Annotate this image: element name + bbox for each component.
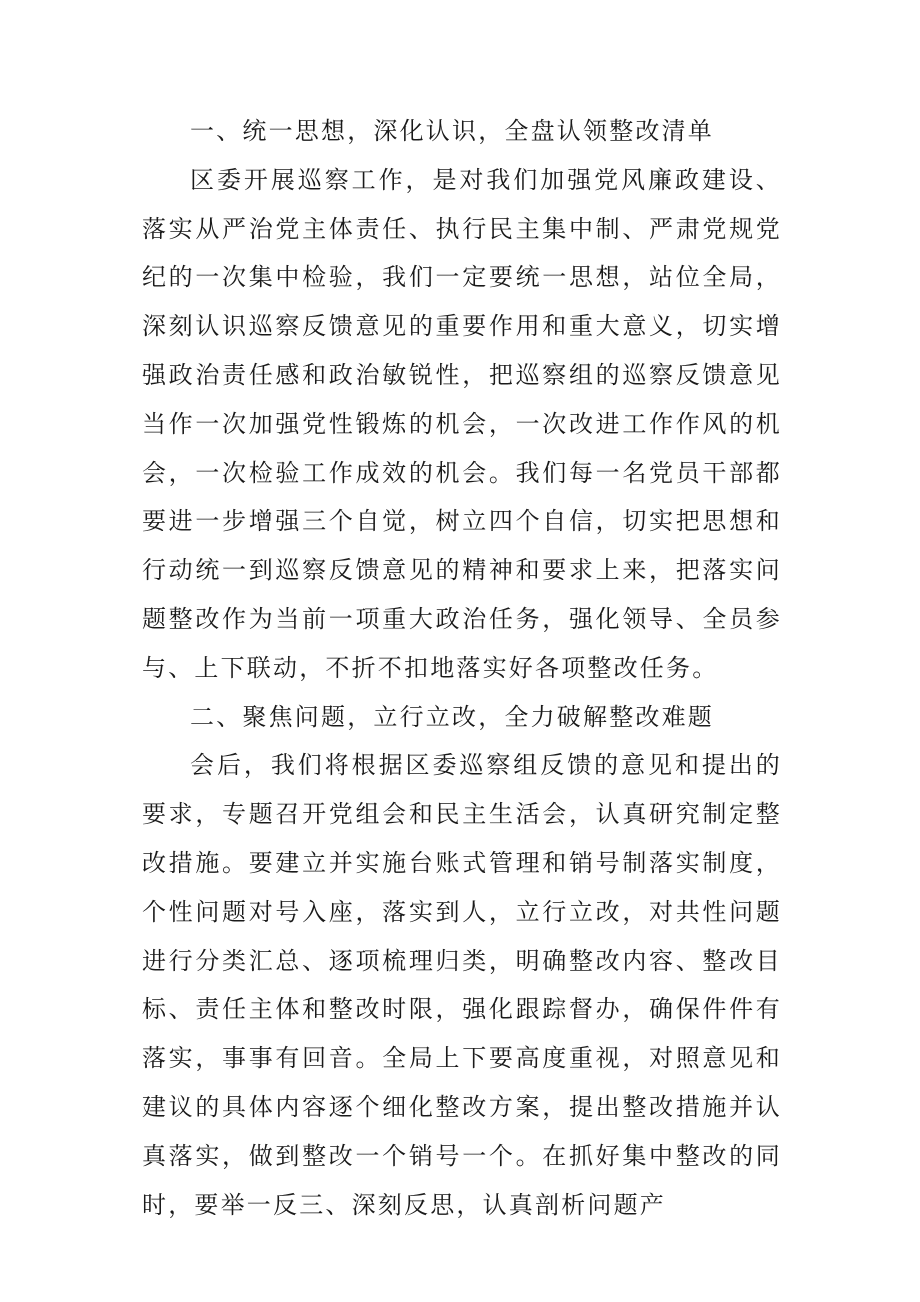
- section-1-heading: 一、统一思想，深化认识，全盘认领整改清单: [190, 117, 714, 145]
- document-body: [142, 107, 782, 1229]
- section-2-heading: 二、聚焦问题，立行立改，全力破解整改难题: [190, 702, 714, 731]
- section-1-paragraph: 区委开展巡察工作，是对我们加强党风廉政建设、落实从严治党主体责任、执行民主集中制、严肃党规党纪的一次集中检验，我们一定要统一思想，站位全局，深刻认识巡察反馈意见的重要作用和重大意义，切实增强政治责任感和政治敏锐性，把巡察组的巡察反馈意见当作一次加强党性锻炼的机会，一次改进工作作风的机会，一次检验工作成效的机会。我们每一名党员干部都要进一步增强三个自觉，树立四个自信，切实把思想和行动统一到巡察反馈意见的精神和要求上来，把落实问题整改作为当前一项重大政治任务，强化领导、全员参与、上下联动，不折不扣地落实好各项整改任务。: [142, 165, 782, 682]
- section-2-paragraph: 会后，我们将根据区委巡察组反馈的意见和提出的要求，专题召开党组会和民主生活会，认真研究制定整改措施。要建立并实施台账式管理和销号制落实制度，个性问题对号入座，落实到人，立行立改，对共性问题进行分类汇总、逐项梳理归类，明确整改内容、整改目标、责任主体和整改时限，强化跟踪督办，确保件件有落实，事事有回音。全局上下要高度重视，对照意见和建议的具体内容逐个细化整改方案，提出整改措施并认真落实，做到整改一个销号一个。在抓好集中整改的同时，要举一反三、深刻反思，认真剖析问题产: [142, 751, 782, 1219]
